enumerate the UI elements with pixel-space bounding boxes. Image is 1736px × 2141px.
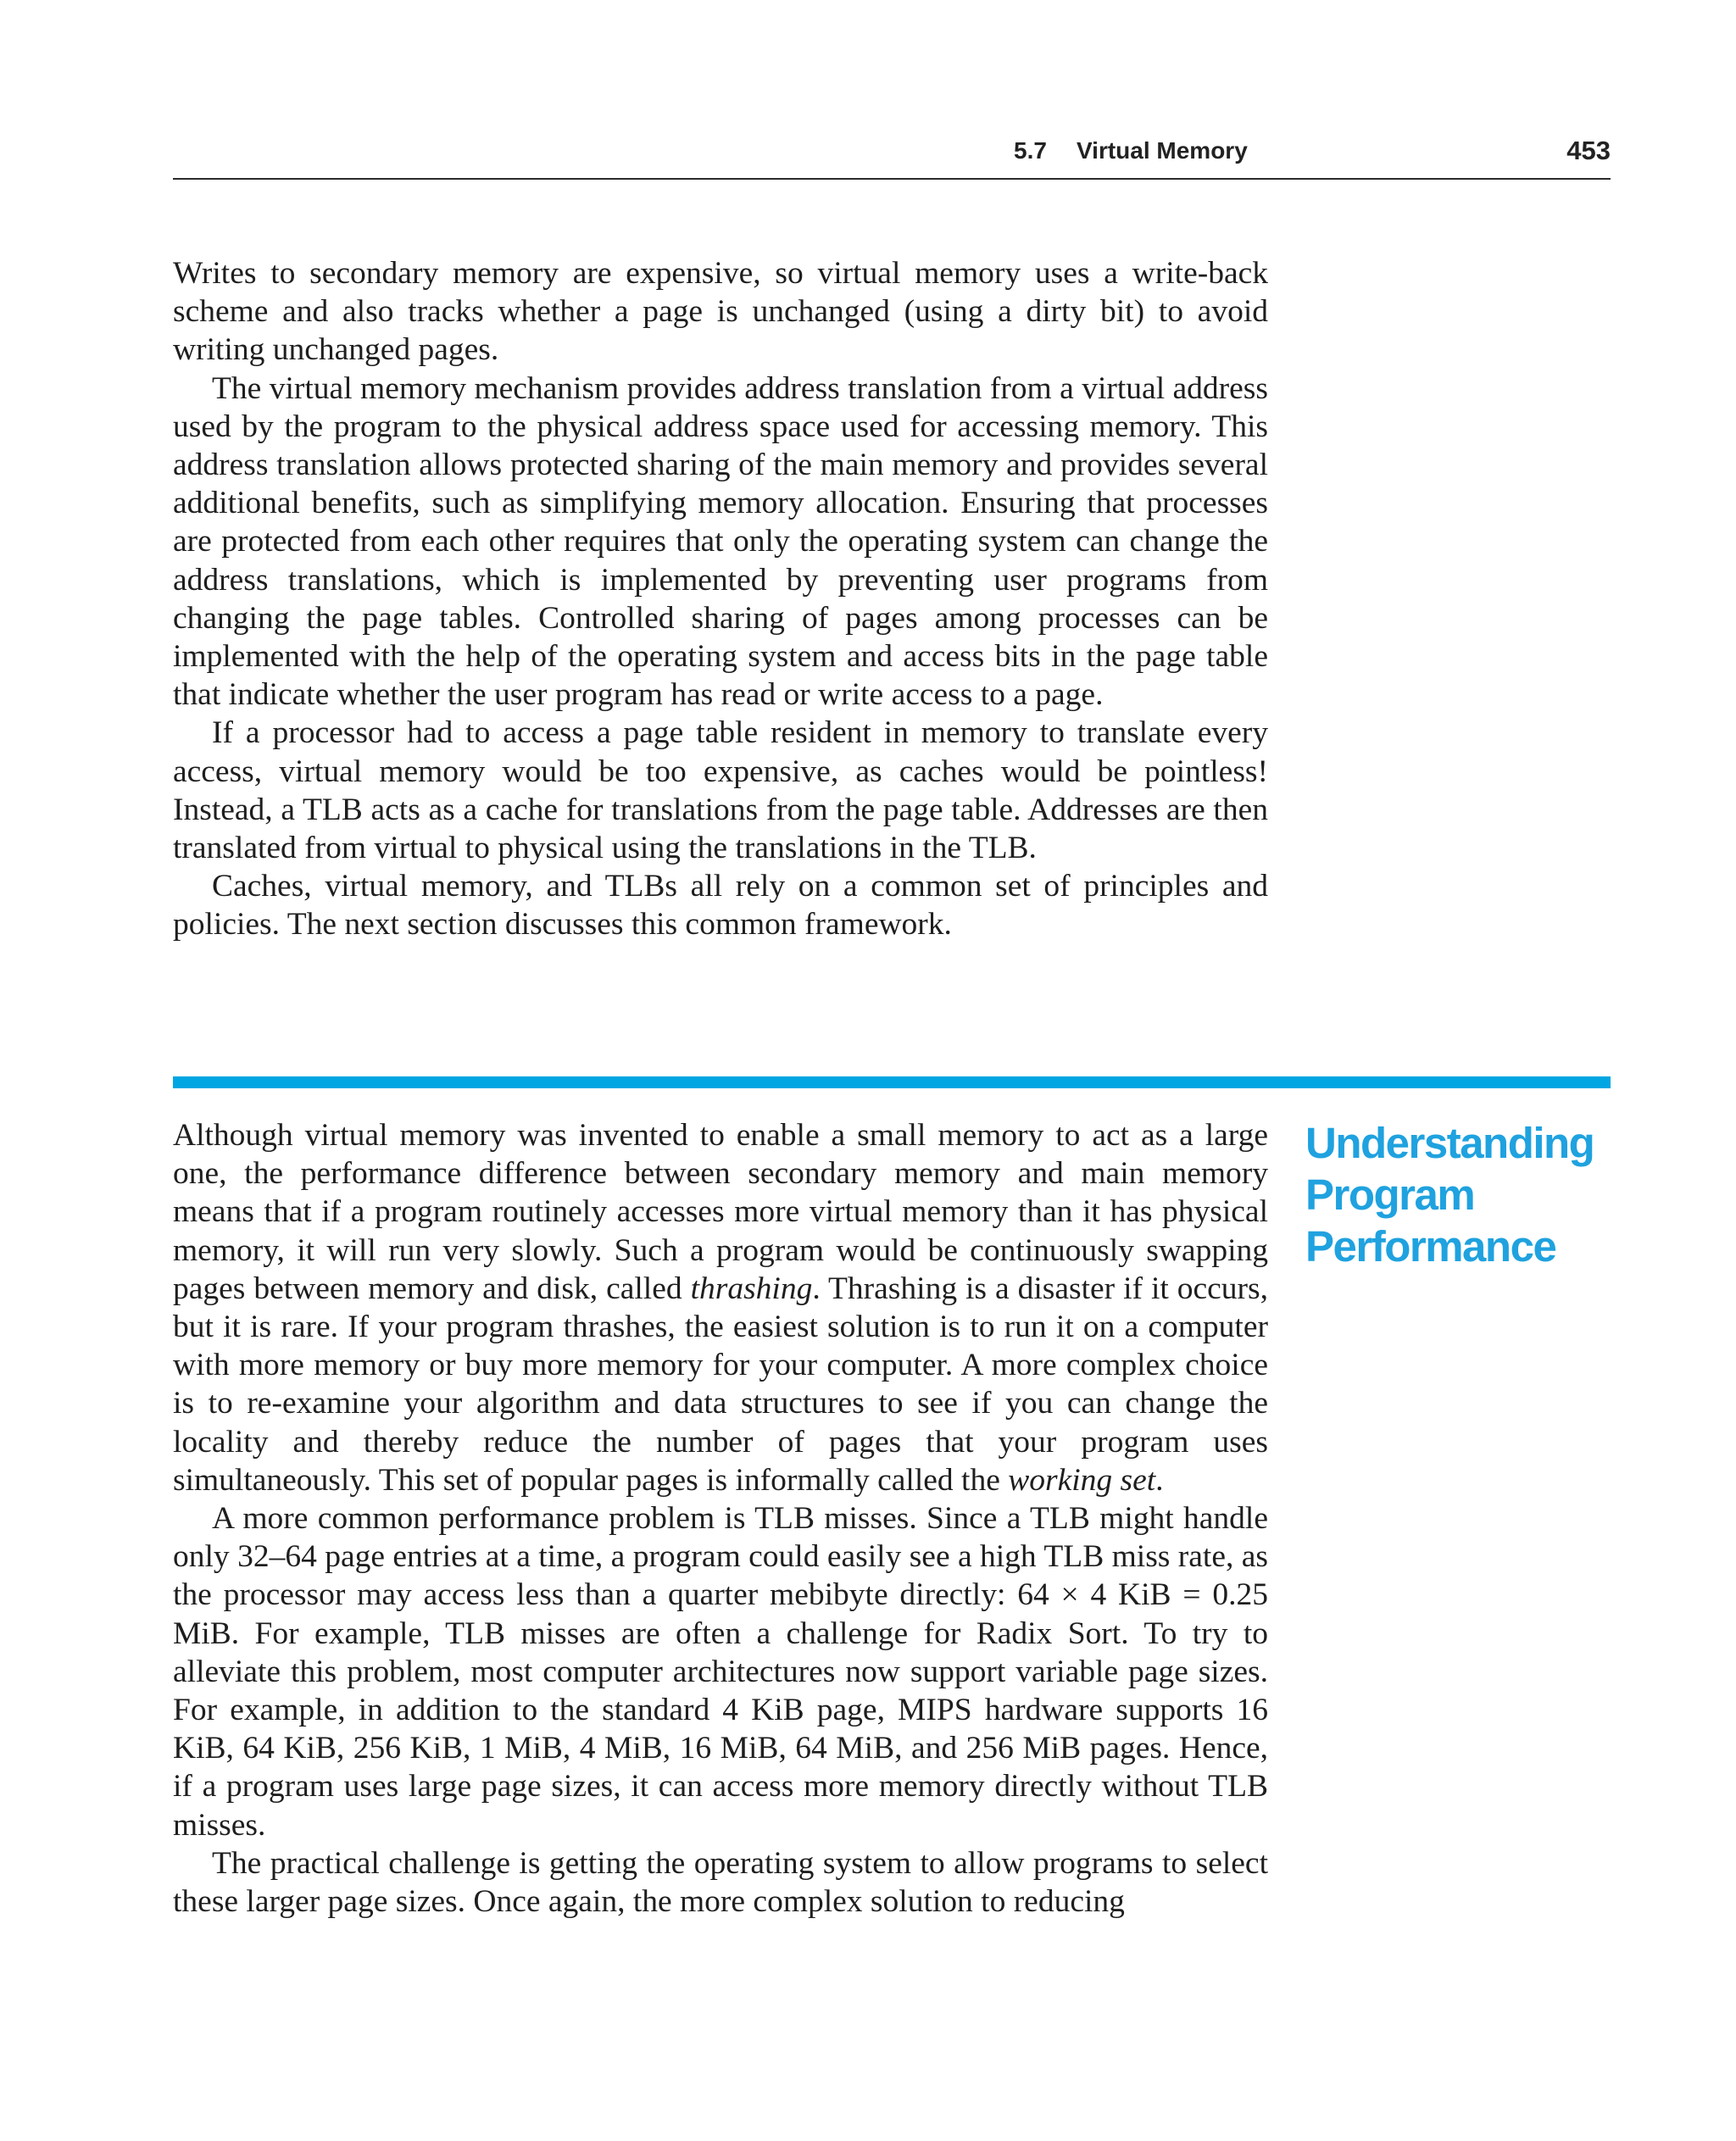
- understanding-program-performance-heading: [1305, 1117, 1628, 1272]
- heading-line: Performance: [1305, 1222, 1556, 1271]
- text-run: . Thrashing is a disaster if it occurs, but it is rare. If your program thrashes, the easiest solution is to run it on a computer with more memory or buy more memory for your computer. A more complex choice is to re-examine your algorithm and data structures to see if you can change the locality and thereby reduce the number of pages that your program uses simultaneously. This set of popular pages is informally called the: [173, 1271, 1268, 1498]
- term-thrashing: thrashing: [690, 1271, 813, 1306]
- header-section-number: 5.7: [1014, 137, 1047, 164]
- paragraph: If a processor had to access a page table resident in memory to translate every access, virtual memory would be too expensive, as caches would be pointless! Instead, a TLB acts as a cache for translations from the page table. Addresses are then translated from virtual to physical using the translations in the TLB.: [173, 715, 1268, 866]
- page-number: 453: [1566, 136, 1611, 165]
- term-working-set: working set: [1008, 1462, 1156, 1498]
- understanding-text-block: [173, 1116, 1268, 1921]
- header-section-title: Virtual Memory: [1077, 137, 1248, 164]
- heading-line: Program: [1305, 1171, 1475, 1219]
- paragraph: The practical challenge is getting the operating system to allow programs to select these larger page sizes. Once again, the more complex solution to reducing: [173, 1845, 1268, 1920]
- paragraph: A more common performance problem is TLB misses. Since a TLB might handle only 32–64 page entries at a time, a program could easily see a high TLB miss rate, as the processor may access less than a quarter mebibyte directly: 64 × 4 KiB = 0.25 MiB. For example, TLB misses are often a challenge for Radix Sort. To try to alleviate this problem, most computer architectures now support variable page sizes. For example, in addition to the standard 4 KiB page, MIPS hardware supports 16 KiB, 64 KiB, 256 KiB, 1 MiB, 4 MiB, 16 MiB, 64 MiB, and 256 MiB pages. Hence, if a program uses large page sizes, it can access more memory directly without TLB misses.: [173, 1501, 1268, 1843]
- paragraph: Writes to secondary memory are expensive, so virtual memory uses a write-back scheme and also tracks whether a page is unchanged (using a dirty bit) to avoid writing unchanged pages.: [173, 256, 1268, 368]
- paragraph: Caches, virtual memory, and TLBs all rely on a common set of principles and policies. The next section discusses this common framework.: [173, 869, 1268, 943]
- heading-line: Understanding: [1305, 1119, 1594, 1167]
- text-run: Although virtual memory was invented to enable a small memory to act as a large one, the performance difference between secondary memory and main memory means that if a program routinely accesses more virtual memory than it has physical memory, it will run very slowly. Such a program would be continuously swapping pages between memory and disk, called: [173, 1118, 1268, 1306]
- top-text-block: [173, 254, 1268, 944]
- running-header: [173, 127, 1611, 180]
- section-divider-rule: [173, 1076, 1611, 1088]
- text-run: .: [1155, 1462, 1164, 1498]
- paragraph: [173, 1116, 1268, 1499]
- paragraph: The virtual memory mechanism provides address translation from a virtual address used by the program to the physical address space used for accessing memory. This address translation allows protected sharing of the main memory and provides several additional benefits, such as simplifying memory allocation. Ensuring that processes are protected from each other requires that only the operating system can change the address translations, which is implemented by preventing user programs from changing the page tables. Controlled sharing of pages among processes can be implemented with the help of the operating system and access bits in the page table that indicate whether the user program has read or write access to a page.: [173, 370, 1268, 713]
